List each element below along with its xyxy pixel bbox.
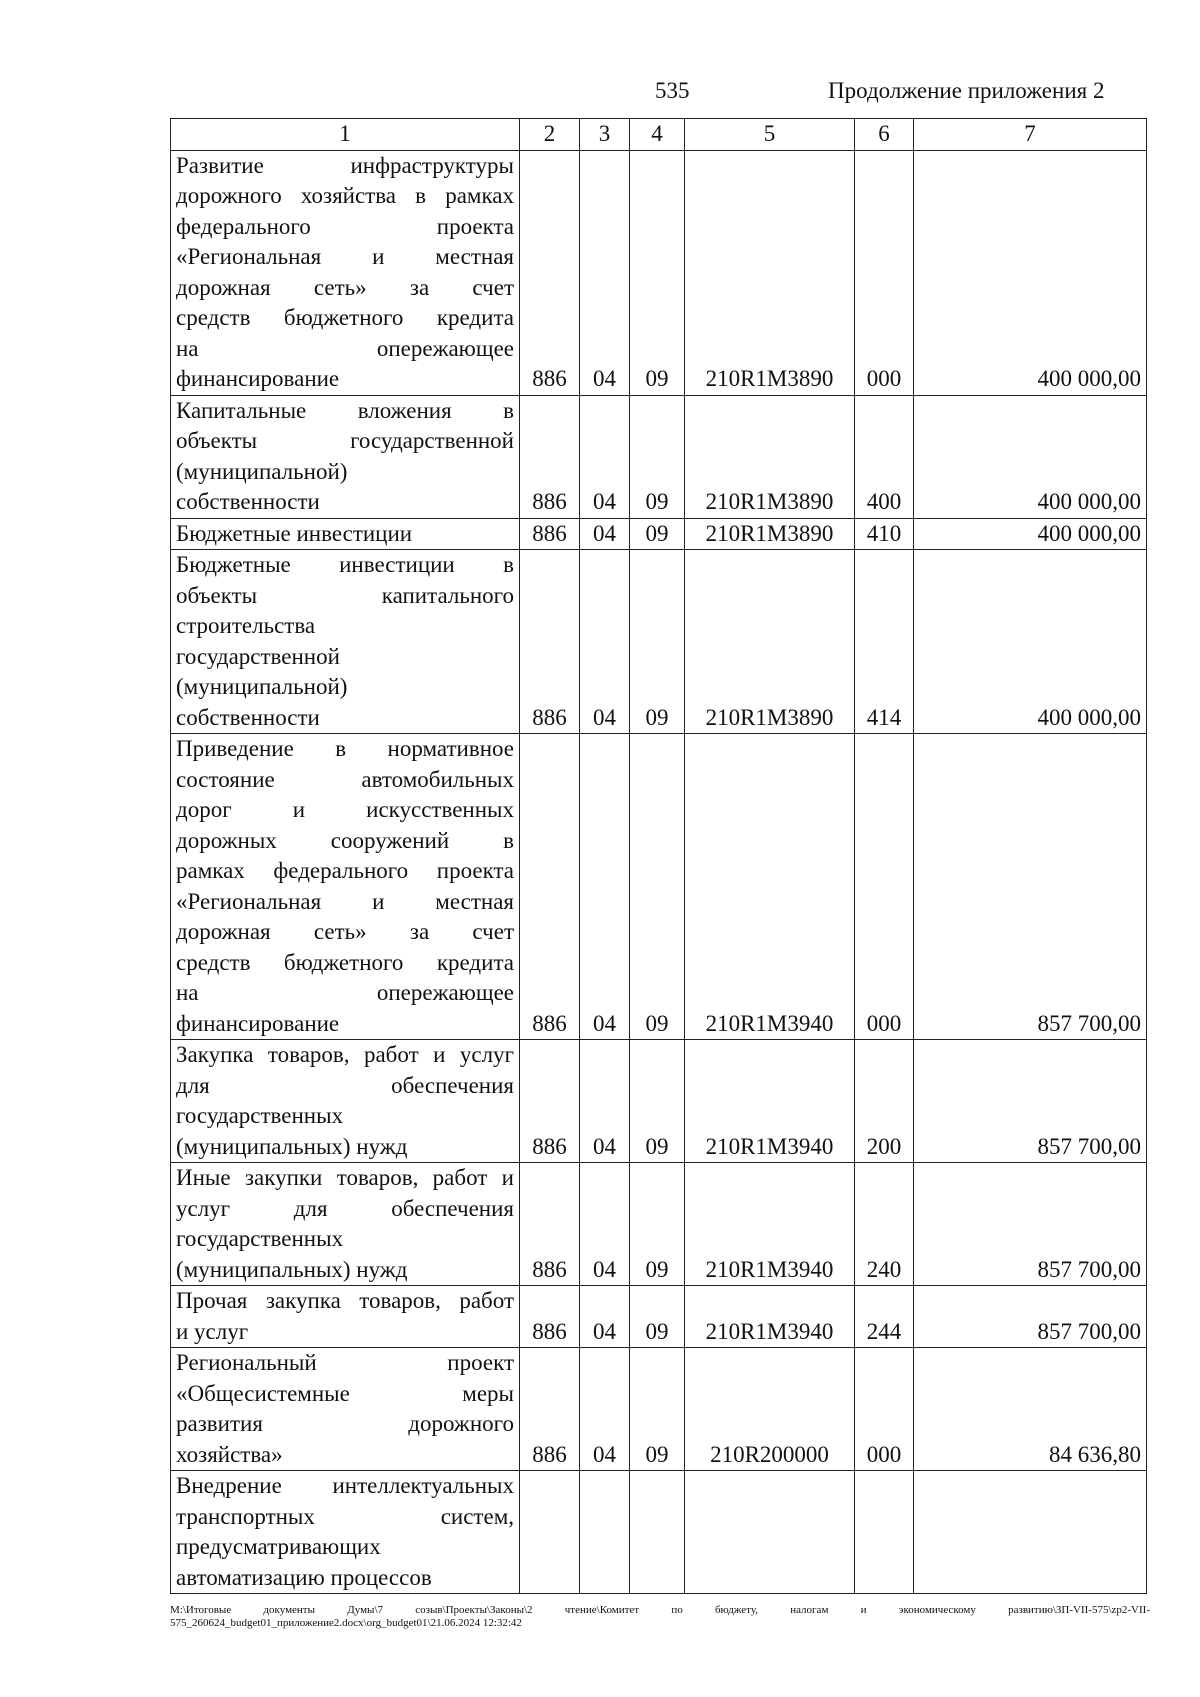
code-cell: 09 xyxy=(630,1286,685,1348)
code-cell xyxy=(855,1471,914,1594)
code-cell: 04 xyxy=(580,1348,630,1471)
description-line: для обеспечения xyxy=(176,1072,514,1098)
table-row xyxy=(171,1163,1147,1286)
code-cell: 04 xyxy=(580,1286,630,1348)
table-row xyxy=(171,518,1147,550)
description-line: предусматривающих xyxy=(176,1534,381,1559)
code-cell: 09 xyxy=(630,1348,685,1471)
code-cell xyxy=(520,1471,580,1594)
code-cell: 000 xyxy=(855,1348,914,1471)
amount-cell: 400 000,00 xyxy=(914,518,1147,550)
description-line: (муниципальной) xyxy=(176,458,348,484)
description-line: (муниципальной) xyxy=(176,674,348,699)
description-line: хозяйства» xyxy=(176,1441,283,1467)
description-line: (муниципальных) нужд xyxy=(176,1133,408,1159)
code-cell: 04 xyxy=(580,150,630,395)
code-cell: 210R1M3890 xyxy=(685,150,855,395)
code-cell: 400 xyxy=(855,395,914,518)
description-line: государственных xyxy=(176,1226,344,1251)
code-cell: 09 xyxy=(630,734,685,1040)
description-line: собственности xyxy=(176,489,320,514)
table-row xyxy=(171,395,1147,518)
description-line: «Региональная и местная xyxy=(176,244,514,269)
description-line: объекты государственной xyxy=(176,428,514,453)
description-line: «Региональная и местная xyxy=(176,888,514,914)
description-line: услуг для обеспечения xyxy=(176,1195,514,1221)
budget-table xyxy=(170,118,1147,1594)
code-cell: 886 xyxy=(520,1163,580,1286)
description-line: Бюджетные инвестиции в xyxy=(176,552,514,577)
description-line: на опережающее xyxy=(176,335,514,361)
code-cell: 210R1M3890 xyxy=(685,395,855,518)
code-cell: 210R1M3940 xyxy=(685,1286,855,1348)
description-line: дорожная сеть» за счет xyxy=(176,919,514,944)
row-description xyxy=(171,518,520,550)
code-cell: 244 xyxy=(855,1286,914,1348)
amount-cell: 857 700,00 xyxy=(914,1040,1147,1163)
code-cell: 410 xyxy=(855,518,914,550)
amount-cell: 84 636,80 xyxy=(914,1348,1147,1471)
column-header: 5 xyxy=(685,119,855,151)
row-description xyxy=(171,150,520,395)
header-row xyxy=(171,119,1147,151)
code-cell: 886 xyxy=(520,518,580,550)
row-description xyxy=(171,1163,520,1286)
code-cell: 04 xyxy=(580,1163,630,1286)
column-header: 1 xyxy=(171,119,520,151)
row-description xyxy=(171,1471,520,1594)
code-cell: 09 xyxy=(630,1040,685,1163)
amount-cell xyxy=(914,1471,1147,1594)
amount-cell: 857 700,00 xyxy=(914,1286,1147,1348)
code-cell: 210R1M3890 xyxy=(685,518,855,550)
code-cell: 09 xyxy=(630,150,685,395)
code-cell: 886 xyxy=(520,550,580,734)
code-cell: 09 xyxy=(630,518,685,550)
code-cell xyxy=(580,1471,630,1594)
table-row xyxy=(171,1471,1147,1594)
code-cell: 04 xyxy=(580,518,630,550)
description-line: автоматизацию процессов xyxy=(176,1564,432,1590)
row-description xyxy=(171,1040,520,1163)
column-header: 4 xyxy=(630,119,685,151)
description-line: Иные закупки товаров, работ и xyxy=(176,1165,514,1190)
code-cell: 210R1M3940 xyxy=(685,1040,855,1163)
description-line: состояние автомобильных xyxy=(176,766,514,792)
code-cell: 886 xyxy=(520,734,580,1040)
description-line: строительства xyxy=(176,613,316,638)
table-row xyxy=(171,1348,1147,1471)
code-cell: 240 xyxy=(855,1163,914,1286)
amount-cell: 400 000,00 xyxy=(914,150,1147,395)
row-description xyxy=(171,1348,520,1471)
code-cell: 210R1M3940 xyxy=(685,734,855,1040)
code-cell: 210R1M3940 xyxy=(685,1163,855,1286)
description-line: собственности xyxy=(176,704,320,730)
description-line: дорог и искусственных xyxy=(176,797,514,822)
description-line: государственной xyxy=(176,643,340,669)
description-line: дорожная сеть» за счет xyxy=(176,274,514,300)
code-cell: 000 xyxy=(855,150,914,395)
code-cell: 886 xyxy=(520,395,580,518)
table-row xyxy=(171,550,1147,734)
page-number: 535 xyxy=(655,78,690,103)
code-cell: 04 xyxy=(580,550,630,734)
amount-cell: 857 700,00 xyxy=(914,734,1147,1040)
code-cell xyxy=(685,1471,855,1594)
row-description xyxy=(171,395,520,518)
code-cell: 04 xyxy=(580,734,630,1040)
code-cell xyxy=(630,1471,685,1594)
description-line: Закупка товаров, работ и услуг xyxy=(176,1042,514,1067)
amount-cell: 857 700,00 xyxy=(914,1163,1147,1286)
description-line: Внедрение интеллектуальных xyxy=(176,1473,514,1498)
table-body xyxy=(171,150,1147,1594)
description-line: объекты капитального xyxy=(176,582,514,608)
description-line: финансирование xyxy=(176,366,340,391)
description-line: (муниципальных) нужд xyxy=(176,1256,408,1282)
description-line: рамках федерального проекта xyxy=(176,858,514,883)
column-header: 7 xyxy=(914,119,1147,151)
description-line: финансирование xyxy=(176,1010,340,1036)
table-row xyxy=(171,734,1147,1040)
row-description xyxy=(171,1286,520,1348)
code-cell: 200 xyxy=(855,1040,914,1163)
code-cell: 04 xyxy=(580,395,630,518)
description-line: средств бюджетного кредита xyxy=(176,305,514,330)
code-cell: 210R1M3890 xyxy=(685,550,855,734)
table-row xyxy=(171,150,1147,395)
description-line: Капитальные вложения в xyxy=(176,397,514,423)
description-line: транспортных систем, xyxy=(176,1503,514,1529)
column-header: 2 xyxy=(520,119,580,151)
description-line: государственных xyxy=(176,1103,344,1128)
code-cell: 886 xyxy=(520,1348,580,1471)
code-cell: 886 xyxy=(520,1040,580,1163)
amount-cell: 400 000,00 xyxy=(914,395,1147,518)
amount-cell: 400 000,00 xyxy=(914,550,1147,734)
code-cell: 09 xyxy=(630,1163,685,1286)
file-path-footer: M:\Итоговые документы Думы\7 созыв\Проекты\Законы\2 чтение\Комитет по бюджету, налогам и экономическому развитию\ЗП-VII-575\zp2-VII-575_260624_budget01_приложение2.docx\org_budget01\21.06.2024 12:32:42 xyxy=(170,1604,1150,1629)
description-line: Развитие инфраструктуры xyxy=(176,152,514,178)
column-header: 6 xyxy=(855,119,914,151)
description-line: Бюджетные инвестиции xyxy=(176,520,413,546)
description-line: федерального проекта xyxy=(176,213,514,239)
code-cell: 000 xyxy=(855,734,914,1040)
description-line: Прочая закупка товаров, работ xyxy=(176,1288,514,1313)
code-cell: 414 xyxy=(855,550,914,734)
table-row xyxy=(171,1040,1147,1163)
description-line: развития дорожного xyxy=(176,1411,514,1436)
table-row xyxy=(171,1286,1147,1348)
description-line: дорожных сооружений в xyxy=(176,827,514,853)
description-line: средств бюджетного кредита xyxy=(176,949,514,975)
column-header: 3 xyxy=(580,119,630,151)
code-cell: 886 xyxy=(520,150,580,395)
code-cell: 04 xyxy=(580,1040,630,1163)
code-cell: 886 xyxy=(520,1286,580,1348)
description-line: «Общесистемные меры xyxy=(176,1380,514,1406)
description-line: Приведение в нормативное xyxy=(176,736,514,761)
code-cell: 210R200000 xyxy=(685,1348,855,1471)
continuation-title: Продолжение приложения 2 xyxy=(828,78,1105,103)
description-line: и услуг xyxy=(176,1318,249,1344)
description-line: Региональный проект xyxy=(176,1350,514,1375)
description-line: на опережающее xyxy=(176,980,514,1005)
row-description xyxy=(171,550,520,734)
code-cell: 09 xyxy=(630,550,685,734)
description-line: дорожного хозяйства в рамках xyxy=(176,183,514,208)
code-cell: 09 xyxy=(630,395,685,518)
row-description xyxy=(171,734,520,1040)
